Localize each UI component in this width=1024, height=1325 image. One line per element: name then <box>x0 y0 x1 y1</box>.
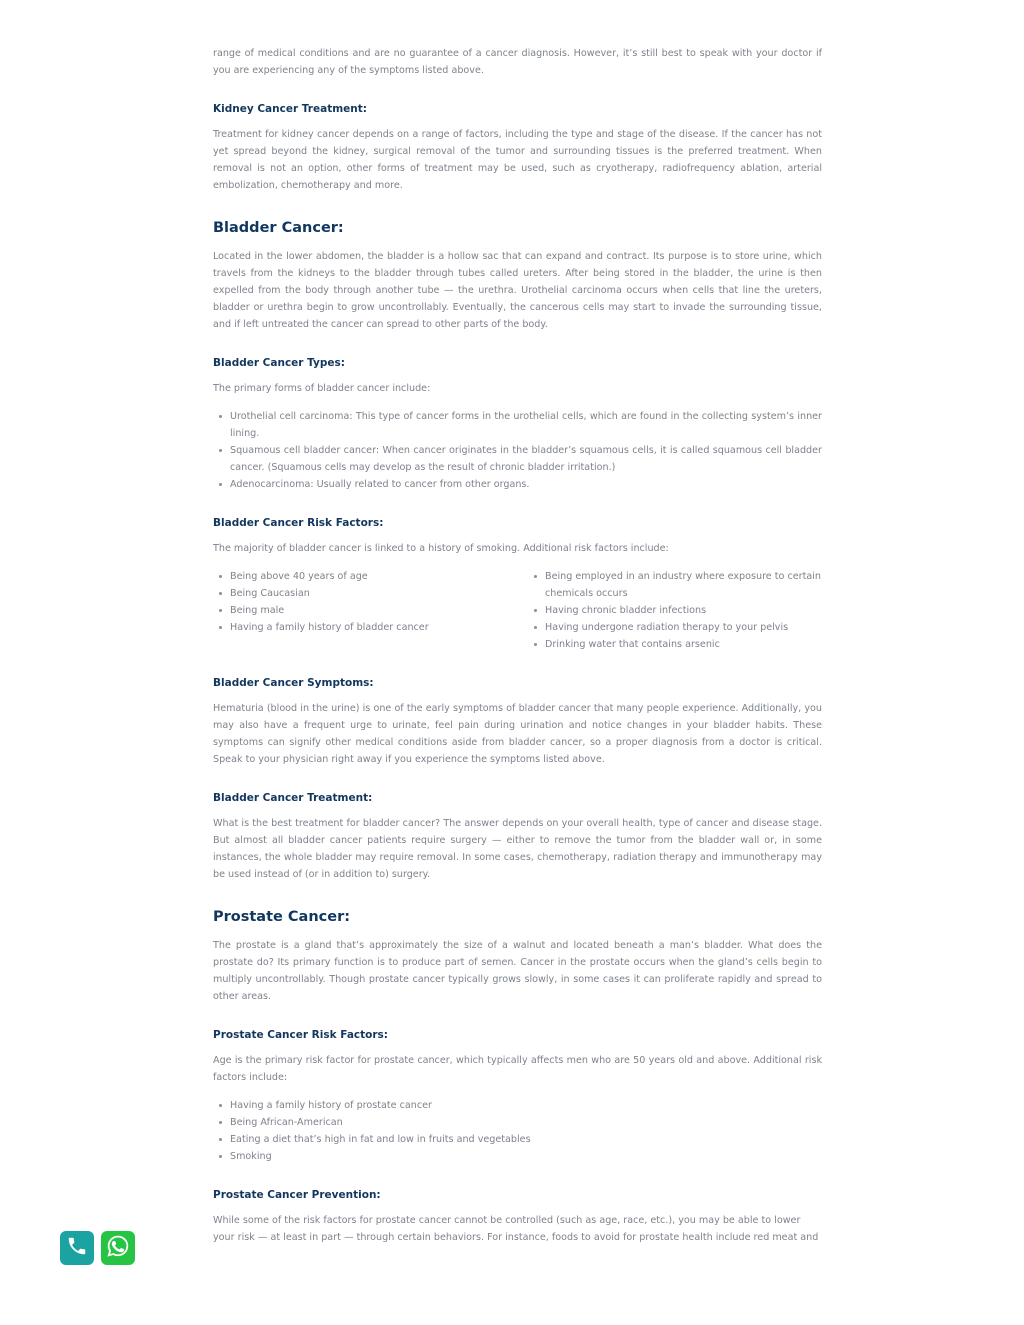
phone-call-button[interactable] <box>60 1231 94 1265</box>
intro-paragraph: range of medical conditions and are no guarantee of a cancer diagnosis. However, it’s still best to speak with your doctor if you are experiencing any of the symptoms listed above. <box>213 48 822 76</box>
prostate-risk-intro: Age is the primary risk factor for prostate cancer, which typically affects men who are 50 years old and above. Additional risk factors include: <box>213 1055 822 1083</box>
list-item: Squamous cell bladder cancer: When cancer originates in the bladder’s squamous cells, it is called squamous cell bladder cancer. (Squamous cells may develop as the result of chronic bladder irritation.) <box>230 442 822 476</box>
article-content <box>213 45 822 1246</box>
bladder-types-intro: The primary forms of bladder cancer include: <box>213 383 431 394</box>
whatsapp-button[interactable] <box>101 1231 135 1265</box>
list-item: Being male <box>230 602 527 619</box>
prostate-prevention-heading: Prostate Cancer Prevention: <box>213 1189 381 1201</box>
list-item: Being Caucasian <box>230 585 527 602</box>
prostate-cancer-paragraph: The prostate is a gland that’s approximately the size of a walnut and located beneath a man’s bladder. What does the prostate do? Its primary function is to produce part of semen. Cancer in the prostate occurs when the gland’s cells begin to multiply uncontrollably. Though prostate cancer typically grows slowly, in some cases it can proliferate rapidly and spread to other areas. <box>213 940 822 1002</box>
list-item: Eating a diet that’s high in fat and low in fruits and vegetables <box>230 1131 822 1148</box>
list-item: Having undergone radiation therapy to your pelvis <box>545 619 842 636</box>
bladder-cancer-paragraph: Located in the lower abdomen, the bladder is a hollow sac that can expand and contract. Its purpose is to store urine, which travels from the kidneys to the bladder through tubes called ureters. After being stored in the bladder, the urine is then expelled from the body through another tube — the urethra. Urothelial carcinoma occurs when cells that line the ureters, bladder or urethra begin to grow uncontrollably. Eventually, the cancerous cells may start to invade the surrounding tissue, and if left untreated the cancer can spread to other parts of the body. <box>213 251 822 330</box>
prostate-risk-list <box>213 1097 822 1165</box>
bladder-types-heading: Bladder Cancer Types: <box>213 357 345 369</box>
bladder-risk-heading: Bladder Cancer Risk Factors: <box>213 517 384 529</box>
bladder-symptoms-paragraph: Hematuria (blood in the urine) is one of the early symptoms of bladder cancer that many people experience. Additionally, you may also have a frequent urge to urinate, feel pain during urination and notice changes in your bladder habits. These symptoms can signify other medical conditions aside from bladder cancer, so a proper diagnosis from a doctor is critical. Speak to your physician right away if you experience the symptoms listed above. <box>213 703 822 765</box>
bladder-symptoms-heading: Bladder Cancer Symptoms: <box>213 677 374 689</box>
bladder-treatment-heading: Bladder Cancer Treatment: <box>213 792 373 804</box>
bladder-risk-intro: The majority of bladder cancer is linked to a history of smoking. Additional risk factors include: <box>213 543 669 554</box>
list-item: Urothelial cell carcinoma: This type of cancer forms in the urothelial cells, which are found in the collecting system’s inner lining. <box>230 408 822 442</box>
list-item: Having a family history of prostate cancer <box>230 1097 822 1114</box>
list-item: Being employed in an industry where exposure to certain chemicals occurs <box>545 568 842 602</box>
prostate-prevention-paragraph: While some of the risk factors for prostate cancer cannot be controlled (such as age, race, etc.), you may be able to lower your risk — at least in part — through certain behaviors. For instance, foods to avoid for prostate health include red meat and <box>213 1215 819 1243</box>
list-item: Having a family history of bladder cancer <box>230 619 527 636</box>
list-item: Adenocarcinoma: Usually related to cancer from other organs. <box>230 476 822 493</box>
list-item: Drinking water that contains arsenic <box>545 636 842 653</box>
bladder-types-list <box>213 408 822 493</box>
prostate-risk-heading: Prostate Cancer Risk Factors: <box>213 1029 388 1041</box>
whatsapp-icon <box>105 1233 131 1263</box>
bladder-risk-list-left <box>213 568 527 653</box>
list-item: Being above 40 years of age <box>230 568 527 585</box>
phone-icon <box>66 1235 88 1261</box>
bladder-risk-columns <box>213 568 822 653</box>
bladder-risk-list-right <box>528 568 842 653</box>
bladder-treatment-paragraph: What is the best treatment for bladder cancer? The answer depends on your overall health, type of cancer and disease stage. But almost all bladder cancer patients require surgery — either to remove the tumor from the bladder wall or, in some instances, the whole bladder may require removal. In some cases, chemotherapy, radiation therapy and immunotherapy may be used instead of (or in addition to) surgery. <box>213 818 822 880</box>
kidney-treatment-heading: Kidney Cancer Treatment: <box>213 103 367 115</box>
list-item: Smoking <box>230 1148 822 1165</box>
prostate-cancer-heading: Prostate Cancer: <box>213 909 351 925</box>
kidney-treatment-paragraph: Treatment for kidney cancer depends on a range of factors, including the type and stage of the disease. If the cancer has not yet spread beyond the kidney, surgical removal of the tumor and surrounding tissues is the preferred treatment. When removal is not an option, other forms of treatment may be used, such as cryotherapy, radiofrequency ablation, arterial embolization, chemotherapy and more. <box>213 129 822 191</box>
list-item: Being African-American <box>230 1114 822 1131</box>
list-item: Having chronic bladder infections <box>545 602 842 619</box>
bladder-cancer-heading: Bladder Cancer: <box>213 220 344 236</box>
